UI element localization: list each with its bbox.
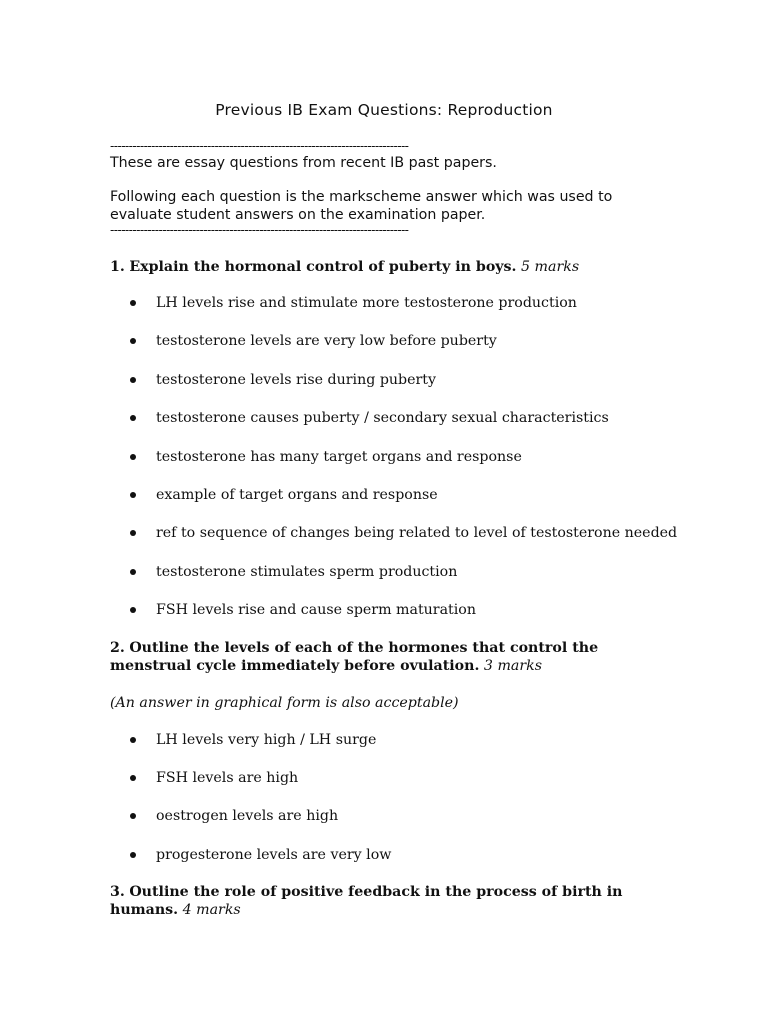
question-2-marks: 3 marks (483, 658, 543, 674)
bullet-dot (130, 530, 136, 536)
question-2-text: Outline the levels of each of the hormones that control the menstrual cycle immediately before ovulation. (110, 640, 599, 674)
bullet-dot (130, 415, 136, 421)
question-1-text: Explain the hormonal control of puberty in boys. (129, 259, 517, 275)
intro-line-2: Following each question is the markscheme answer which was used to evaluate student answers on the examination paper. (110, 189, 613, 223)
question-3-text: Outline the role of positive feedback in the process of birth in humans. (110, 884, 623, 918)
question-3-number: 3. (110, 884, 125, 900)
page-title: Previous IB Exam Questions: Reproduction (215, 101, 553, 119)
intro-line-1: These are essay questions from recent IB past papers. (110, 155, 497, 171)
bullet-dot (130, 377, 136, 383)
bullet-dot (130, 569, 136, 575)
answer-item: progesterone levels are very low (156, 847, 392, 863)
question-2-number: 2. (110, 640, 125, 656)
bullet-dot (130, 454, 136, 460)
question-2 (110, 639, 670, 675)
bullet-dot (130, 300, 136, 306)
answer-item: testosterone has many target organs and response (156, 449, 522, 465)
bullet-dot (130, 338, 136, 344)
bullet-dot (130, 775, 136, 781)
answer-item: ref to sequence of changes being related to level of testosterone needed (156, 525, 678, 541)
answer-item: testosterone levels rise during puberty (156, 372, 437, 388)
answer-item: testosterone causes puberty / secondary sexual characteristics (156, 410, 609, 426)
answer-item: example of target organs and response (156, 487, 438, 503)
answer-item: FSH levels are high (156, 770, 299, 786)
question-3-marks: 4 marks (182, 902, 241, 918)
answer-item: FSH levels rise and cause sperm maturation (156, 602, 476, 618)
question-1 (110, 258, 670, 276)
divider-top: -------------------------------------------------------------------------------- (110, 139, 409, 153)
bullet-dot (130, 492, 136, 498)
answer-item: LH levels rise and stimulate more testosterone production (156, 295, 577, 311)
answer-item: testosterone levels are very low before puberty (156, 333, 497, 349)
divider-bottom: -------------------------------------------------------------------------------- (110, 223, 409, 237)
question-1-number: 1. (110, 259, 125, 275)
answer-item: testosterone stimulates sperm production (156, 564, 458, 580)
bullet-dot (130, 737, 136, 743)
question-1-marks: 5 marks (521, 259, 580, 275)
bullet-dot (130, 813, 136, 819)
bullet-dot (130, 852, 136, 858)
bullet-dot (130, 607, 136, 613)
answer-item: oestrogen levels are high (156, 808, 339, 824)
question-2-note: (An answer in graphical form is also acceptable) (110, 695, 459, 711)
answer-item: LH levels very high / LH surge (156, 732, 377, 748)
question-3 (110, 883, 670, 919)
